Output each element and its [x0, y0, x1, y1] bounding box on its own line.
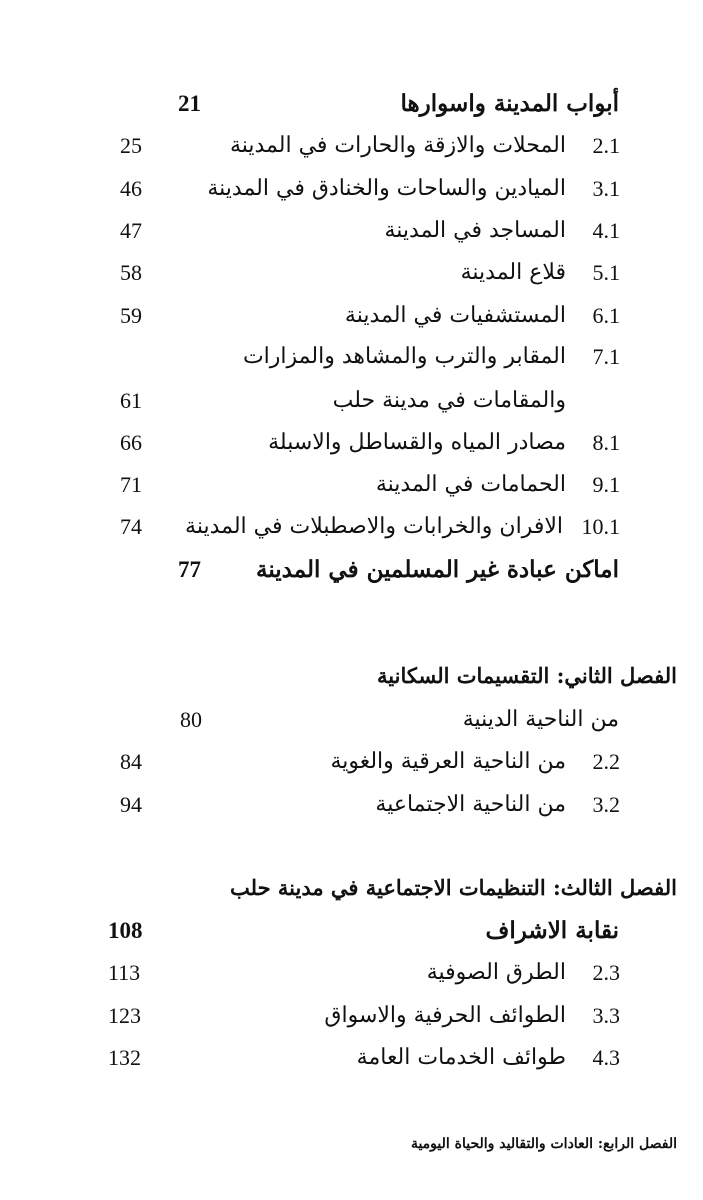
toc-entry-page: 61 — [120, 388, 142, 413]
section-number: 3.2 — [592, 792, 620, 817]
toc-entry-page: 77 — [178, 557, 201, 582]
toc-entry-title: الطرق الصوفية — [426, 960, 566, 985]
toc-entry-title: المستشفيات في المدينة — [344, 303, 566, 328]
toc-entry-title: من الناحية الاجتماعية — [375, 792, 566, 817]
section-number: 2.3 — [592, 960, 620, 985]
toc-entry-page: 58 — [120, 260, 142, 285]
chapter-heading: الفصل الثالث: التنظيمات الاجتماعية في مدينة حلب — [230, 875, 677, 900]
toc-entry-title: المساجد في المدينة — [384, 218, 566, 243]
toc-entry-title: الحمامات في المدينة — [375, 472, 566, 497]
toc-entry-title: أبواب المدينة واسوارها — [400, 90, 619, 117]
toc-entry-page: 71 — [120, 472, 142, 497]
toc-entry-title: من الناحية العرقية والغوية — [330, 749, 566, 774]
toc-entry-title: نقابة الاشراف — [485, 917, 619, 944]
toc-entry-title: الافران والخرابات والاصطبلات في المدينة — [185, 514, 563, 539]
toc-entry-page: 108 — [108, 918, 143, 943]
toc-entry-page: 21 — [178, 91, 201, 116]
section-number: 3.3 — [592, 1003, 620, 1028]
toc-entry-title: الميادين والساحات والخنادق في المدينة — [207, 176, 566, 201]
toc-entry-page: 123 — [108, 1003, 141, 1028]
toc-entry-title-continued: والمقامات في مدينة حلب — [332, 388, 566, 413]
section-number: 5.1 — [592, 260, 620, 285]
section-number: 4.3 — [592, 1045, 620, 1070]
toc-entry-title: المحلات والازقة والحارات في المدينة — [229, 133, 566, 158]
toc-entry-title: المقابر والترب والمشاهد والمزارات — [242, 344, 566, 369]
section-number: 9.1 — [592, 472, 620, 497]
toc-entry-page: 25 — [120, 133, 142, 158]
toc-entry-page: 132 — [108, 1045, 141, 1070]
page-footer: الفصل الرابع: العادات والتقاليد والحياة اليومية — [410, 1136, 677, 1152]
toc-entry-page: 113 — [108, 960, 141, 985]
toc-entry-title: قلاع المدينة — [460, 260, 566, 285]
section-number: 8.1 — [592, 430, 620, 455]
toc-entry-title: من الناحية الدينية — [462, 707, 619, 732]
toc-entry-page: 66 — [120, 430, 142, 455]
toc-entry-page: 80 — [180, 707, 202, 732]
section-number: 7.1 — [592, 344, 620, 369]
section-number: 3.1 — [592, 176, 620, 201]
section-number: 2.2 — [592, 749, 620, 774]
toc-entry-page: 59 — [120, 303, 142, 328]
section-number: 10.1 — [581, 514, 620, 539]
toc-entry-title: طوائف الخدمات العامة — [356, 1045, 566, 1070]
toc-entry-title: مصادر المياه والقساطل والاسبلة — [268, 430, 566, 455]
toc-entry-title: الطوائف الحرفية والاسواق — [324, 1003, 566, 1028]
section-number: 4.1 — [592, 218, 620, 243]
toc-entry-page: 46 — [120, 176, 142, 201]
toc-entry-page: 84 — [120, 749, 142, 774]
toc-entry-page: 74 — [120, 514, 142, 539]
toc-entry-page: 94 — [120, 792, 142, 817]
section-number: 2.1 — [592, 133, 620, 158]
toc-entry-page: 47 — [120, 218, 142, 243]
chapter-heading: الفصل الثاني: التقسيمات السكانية — [377, 663, 677, 688]
toc-entry-title: اماكن عبادة غير المسلمين في المدينة — [255, 556, 619, 583]
section-number: 6.1 — [592, 303, 620, 328]
